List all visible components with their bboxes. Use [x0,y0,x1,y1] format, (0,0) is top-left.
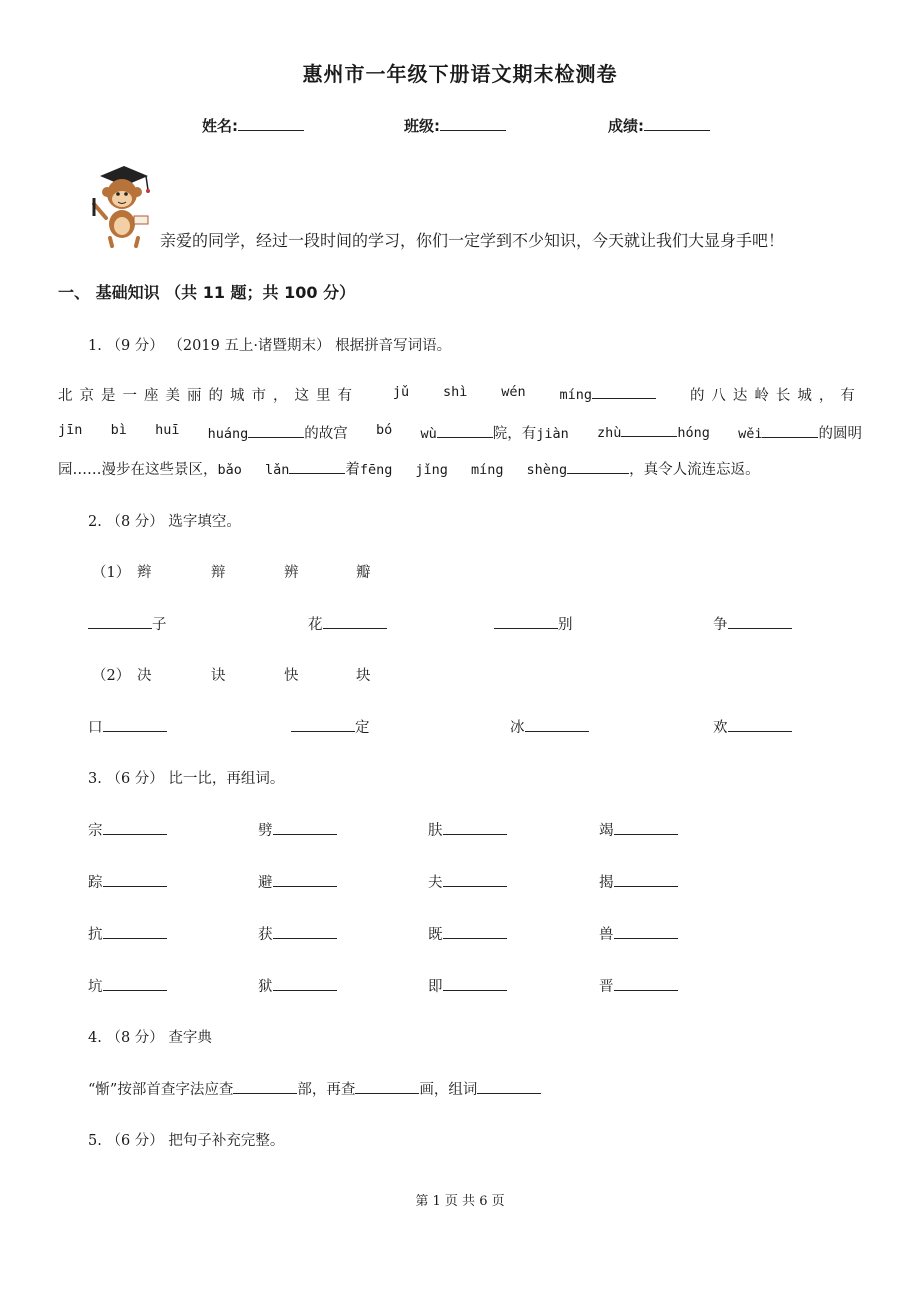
greeting-text: 亲爱的同学，经过一段时间的学习，你们一定学到不少知识，今天就让我们大显身手吧！ [160,231,785,250]
name-blank[interactable] [238,116,304,131]
fill-item [713,716,792,737]
pinyin: jīn [58,422,83,438]
word-item [428,923,507,944]
page-footer: 第 1 页 共 6 页 [415,1194,505,1209]
q1-text: 着 [345,462,360,478]
answer-blank[interactable] [248,423,304,438]
word-item [88,871,167,892]
pinyin: shèng [526,462,568,478]
fill-char: 口 [88,720,103,736]
word-char: 揭 [599,875,614,891]
answer-blank[interactable] [567,459,629,474]
fill-char: 子 [152,617,167,633]
answer-blank[interactable] [103,820,167,835]
word-char: 抗 [88,927,103,943]
answer-blank[interactable] [291,717,355,732]
question-1-heading: 1. （9 分） （2019 五上·诸暨期末） 根据拼音写词语。 [88,338,452,354]
score-label: 成绩: [608,117,644,135]
answer-blank[interactable] [614,924,678,939]
question-1-body [58,384,862,484]
section-heading: 一、 基础知识 （共 11 题；共 100 分） [58,283,356,302]
name-field [202,115,304,136]
answer-blank[interactable] [443,820,507,835]
word-item [88,819,167,840]
q1-line-3 [58,458,760,479]
fill-char: 争 [713,617,728,633]
choice-char: 瓣 [356,565,371,581]
word-char: 即 [428,979,443,995]
q2-group-2-label: （2） [92,668,131,684]
answer-blank[interactable] [103,872,167,887]
word-item [88,975,167,996]
word-char: 兽 [599,927,614,943]
q1-text: 的故宫 [304,426,348,442]
class-label: 班级: [404,117,440,135]
answer-blank[interactable] [443,924,507,939]
word-char: 坑 [88,979,103,995]
answer-blank[interactable] [728,717,792,732]
word-char: 宗 [88,823,103,839]
choice-char: 辨 [284,565,299,581]
pinyin: míng [559,387,593,403]
pinyin: bǎo [217,462,242,478]
q1-line-1 [58,384,862,405]
fill-char: 冰 [510,720,525,736]
answer-blank[interactable] [621,422,677,437]
answer-blank[interactable] [494,614,558,629]
answer-blank[interactable] [289,459,345,474]
answer-blank[interactable] [273,976,337,991]
score-field [608,115,710,136]
q1-text: 的圆明 [818,426,862,442]
pinyin: jiàn [536,426,569,442]
answer-blank[interactable] [614,872,678,887]
score-blank[interactable] [644,116,710,131]
fill-item [88,716,167,737]
word-char: 避 [258,875,273,891]
pinyin: wù [420,426,437,442]
answer-blank[interactable] [437,423,493,438]
pinyin: jǔ [392,384,410,400]
pinyin: bì [110,422,127,438]
word-item [258,819,337,840]
answer-blank[interactable] [88,614,152,629]
fill-item [88,613,167,634]
q1-line-2 [58,422,862,443]
answer-blank[interactable] [323,614,387,629]
answer-blank[interactable] [273,924,337,939]
q1-text: 园……漫步在这些景区， [58,462,218,478]
word-item [258,871,337,892]
word-item [428,819,507,840]
word-item [88,923,167,944]
word-item [258,923,337,944]
q1-text: 的八达岭长城，有 [689,388,862,404]
word-item [428,975,507,996]
word-item [599,819,678,840]
answer-blank[interactable] [273,872,337,887]
word-char: 既 [428,927,443,943]
word-item [599,975,678,996]
answer-blank[interactable] [614,820,678,835]
answer-blank[interactable] [355,1079,419,1094]
q1-text: 院，有 [492,426,537,442]
class-blank[interactable] [440,116,506,131]
q4-text: “惭”按部首查字法应查 [88,1082,234,1098]
question-4-heading: 4. （8 分） 查字典 [88,1030,212,1046]
choice-char: 辫 [137,565,152,581]
mascot-monkey-icon [86,160,156,250]
q1-text: 北京是一座美丽的城市，这里有 [58,388,359,404]
q4-text: 部，再查 [297,1082,356,1098]
word-char: 晋 [599,979,614,995]
pinyin: huī [155,422,180,438]
answer-blank[interactable] [103,976,167,991]
class-field [404,115,506,136]
pinyin: huáng [207,426,249,442]
page-title: 惠州市一年级下册语文期末检测卷 [302,62,618,86]
fill-item [510,716,589,737]
pinyin: bó [376,422,393,438]
choice-char: 决 [137,668,152,684]
fill-char: 欢 [713,720,728,736]
answer-blank[interactable] [477,1079,541,1094]
choice-char: 快 [284,668,299,684]
answer-blank[interactable] [762,423,818,438]
answer-blank[interactable] [273,820,337,835]
fill-item [308,613,387,634]
word-item [599,923,678,944]
pinyin: zhù [596,425,622,441]
word-char: 竭 [599,823,614,839]
answer-blank[interactable] [103,924,167,939]
word-item [428,871,507,892]
word-char: 狱 [258,979,273,995]
pinyin: fēng [359,462,393,478]
question-5-heading: 5. （6 分） 把句子补充完整。 [88,1133,285,1149]
question-2-heading: 2. （8 分） 选字填空。 [88,514,241,530]
question-3-heading: 3. （6 分） 比一比，再组词。 [88,771,285,787]
answer-blank[interactable] [443,872,507,887]
answer-blank[interactable] [233,1079,297,1094]
pinyin: míng [470,462,504,478]
question-4-body [88,1078,541,1099]
fill-item [494,613,573,634]
fill-item [291,716,370,737]
answer-blank[interactable] [103,717,167,732]
word-item [258,975,337,996]
word-char: 踪 [88,875,103,891]
name-label: 姓名: [202,117,238,135]
pinyin: wén [501,384,526,400]
word-item [599,871,678,892]
choice-char: 块 [356,668,371,684]
word-char: 劈 [258,823,273,839]
q1-text: ，真令人流连忘返。 [629,462,760,478]
word-char: 获 [258,927,273,943]
q4-text: 画，组词 [419,1082,478,1098]
q2-group-1-label: （1） [92,565,131,581]
pinyin: shì [443,384,468,400]
answer-blank[interactable] [592,384,656,399]
fill-char: 花 [308,617,323,633]
choice-char: 辩 [211,565,226,581]
fill-char: 定 [355,720,370,736]
fill-char: 别 [558,617,573,633]
word-char: 夫 [428,875,443,891]
answer-blank[interactable] [525,717,589,732]
pinyin: lǎn [264,462,290,478]
answer-blank[interactable] [614,976,678,991]
pinyin: wěi [738,426,763,442]
pinyin: jǐng [415,462,448,478]
answer-blank[interactable] [443,976,507,991]
answer-blank[interactable] [728,614,792,629]
choice-char: 诀 [211,668,226,684]
pinyin: hóng [677,425,710,441]
fill-item [713,613,792,634]
word-char: 肤 [428,823,443,839]
